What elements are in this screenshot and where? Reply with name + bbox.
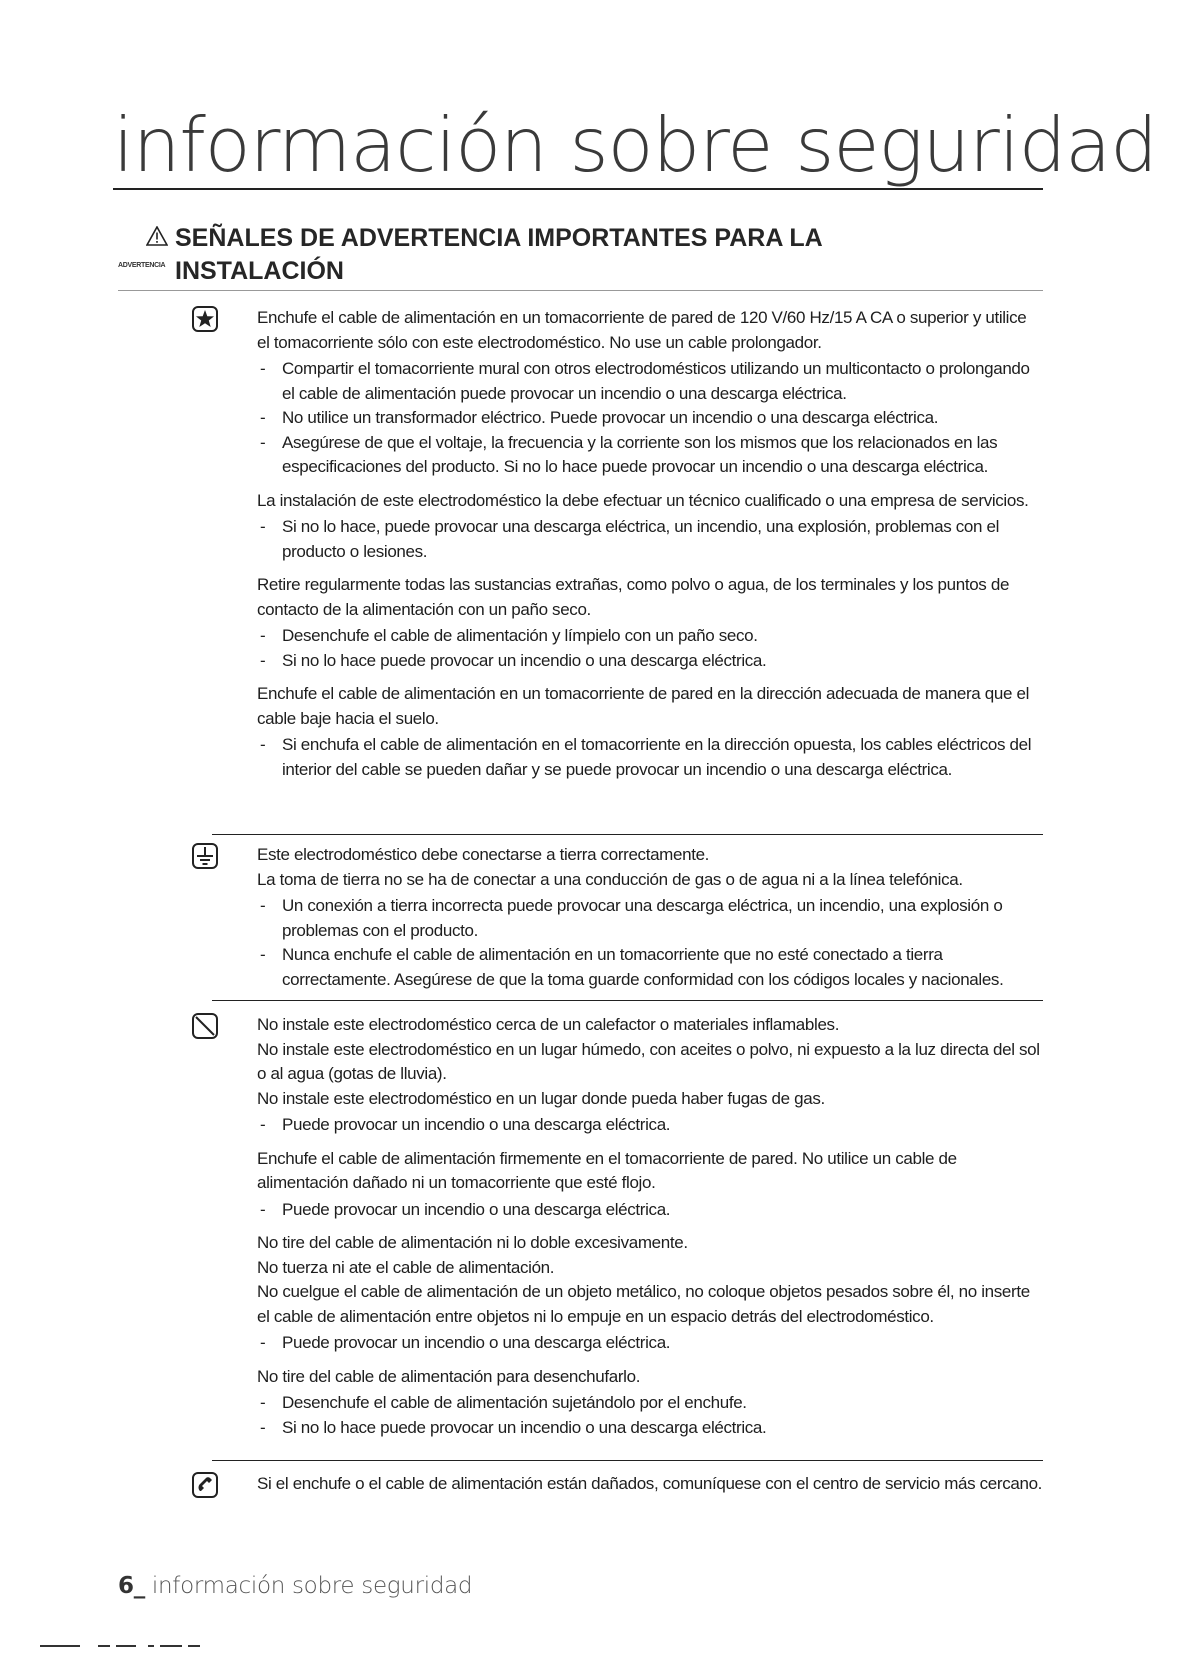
section-separator (212, 834, 1043, 835)
plug-icon (192, 306, 218, 332)
paragraph: No instale este electrodoméstico cerca de un calefactor o materiales inflamables. (257, 1015, 840, 1034)
service-call-icon (192, 1472, 218, 1498)
paragraph: La toma de tierra no se ha de conectar a una conducción de gas o de agua ni a la línea telefónica. (257, 869, 963, 889)
ground-icon (192, 843, 218, 869)
section-separator (212, 1000, 1043, 1001)
bullet-item: - Si no lo hace puede provocar un incendio o una descarga eléctrica. (257, 1416, 1043, 1441)
page-footer (118, 1573, 472, 1599)
bullet-item: - Nunca enchufe el cable de alimentación en un tomacorriente que no esté conectado a tierra correctamente. Asegúrese de que la toma guarde conformidad con los códigos locales y nacionales. (257, 943, 1043, 992)
bullet-item: - Si enchufa el cable de alimentación en el tomacorriente en la dirección opuesta, los cables eléctricos del interior del cable se pueden dañar y se puede provocar un incendio o una descarga eléctrica. (257, 733, 1043, 782)
section-title-line1: SEÑALES DE ADVERTENCIA IMPORTANTES PARA LA (175, 224, 823, 252)
safety-block-grounding (212, 843, 1043, 992)
section-separator (212, 1460, 1043, 1461)
paragraph: No cuelgue el cable de alimentación de un objeto metálico, no coloque objetos pesados sobre él, no inserte el cable de alimentación entre objetos ni lo empuje en un espacio detrás del electrodoméstico. (257, 1282, 1030, 1326)
section-title-line2: INSTALACIÓN (175, 257, 344, 285)
paragraph: Enchufe el cable de alimentación firmemente en el tomacorriente de pared. No utilice un cable de alimentación dañado ni un tomacorriente que esté flojo. (257, 1148, 957, 1192)
page-title: información sobre seguridad (113, 101, 1157, 189)
bullet-item: - Puede provocar un incendio o una descarga eléctrica. (257, 1331, 1043, 1356)
paragraph: No tire del cable de alimentación para desenchufarlo. (257, 1366, 641, 1386)
paragraph: Si el enchufe o el cable de alimentación están dañados, comuníquese con el centro de servicio más cercano. (257, 1474, 1043, 1493)
paragraph: No tire del cable de alimentación ni lo doble excesivamente. (257, 1233, 688, 1252)
warning-caption: ADVERTENCIA (118, 262, 166, 269)
bullet-item: - Si no lo hace, puede provocar una descarga eléctrica, un incendio, una explosión, problemas con el producto o lesiones. (257, 515, 1043, 564)
paragraph: La instalación de este electrodoméstico la debe efectuar un técnico cualificado o una empresa de servicios. (257, 490, 1029, 510)
paragraph: No tuerza ni ate el cable de alimentación. (257, 1257, 555, 1277)
warning-triangle-icon (146, 226, 168, 246)
bullet-item: - Un conexión a tierra incorrecta puede provocar una descarga eléctrica, un incendio, una explosión o problemas con el producto. (257, 894, 1043, 943)
safety-block-service (212, 1472, 1043, 1506)
bullet-item: - Desenchufe el cable de alimentación sujetándolo por el enchufe. (257, 1391, 1043, 1416)
paragraph: Enchufe el cable de alimentación en un tomacorriente de pared en la dirección adecuada de manera que el cable baje hacia el suelo. (257, 684, 1029, 728)
section-divider (118, 290, 1043, 291)
bullet-item: - Compartir el tomacorriente mural con otros electrodomésticos utilizando un multicontacto o prolongando el cable de alimentación puede provocar un incendio o una descarga eléctrica. (257, 357, 1043, 406)
bullet-item: - Desenchufe el cable de alimentación y límpielo con un paño seco. (257, 624, 1043, 649)
bullet-item: - Puede provocar un incendio o una descarga eléctrica. (257, 1198, 1043, 1223)
paragraph: Enchufe el cable de alimentación en un tomacorriente de pared de 120 V/60 Hz/15 A CA o superior y utilice el tomacorriente sólo con este electrodoméstico. No use un cable prolongador. (257, 308, 1027, 352)
bullet-item: - Si no lo hace puede provocar un incendio o una descarga eléctrica. (257, 649, 1043, 674)
paragraph: Retire regularmente todas las sustancias extrañas, como polvo o agua, de los terminales y los puntos de contacto de la alimentación con un paño seco. (257, 575, 1010, 619)
bullet-item: - Asegúrese de que el voltaje, la frecuencia y la corriente son los mismos que los relacionados en las especificaciones del producto. Si no lo hace puede provocar un incendio o una descarga eléctrica. (257, 431, 1043, 480)
bullet-item: - Puede provocar un incendio o una descarga eléctrica. (257, 1113, 1043, 1138)
section-title (175, 222, 1035, 288)
prohibited-icon (192, 1013, 218, 1039)
safety-block-power-supply (212, 306, 1043, 782)
paragraph: No instale este electrodoméstico en un lugar donde pueda haber fugas de gas. (257, 1088, 825, 1108)
paragraph: Este electrodoméstico debe conectarse a tierra correctamente. (257, 845, 710, 864)
page-number: 6_ (118, 1573, 145, 1599)
bullet-item: - No utilice un transformador eléctrico. Puede provocar un incendio o una descarga eléctrica. (257, 406, 1043, 431)
safety-block-location (212, 1013, 1043, 1440)
footer-text: información sobre seguridad (144, 1573, 473, 1599)
paragraph: No instale este electrodoméstico en un lugar húmedo, con aceites o polvo, ni expuesto a la luz directa del sol o al agua (gotas de lluvia). (257, 1039, 1040, 1083)
